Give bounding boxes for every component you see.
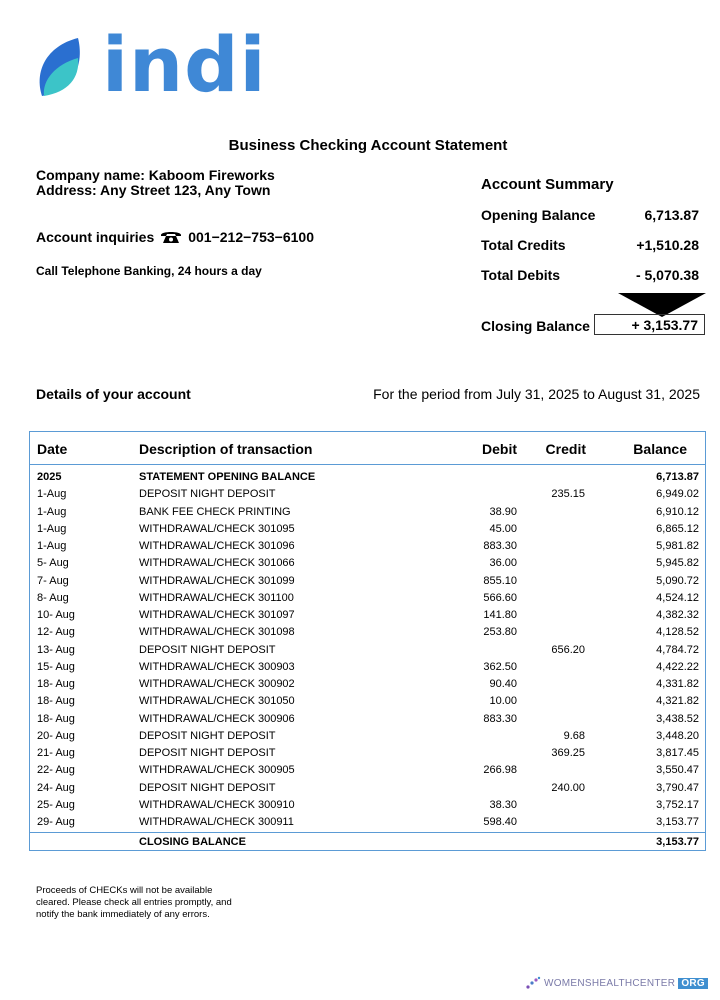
row-description: WITHDRAWAL/CHECK 301095 (139, 522, 295, 535)
row-balance: 4,784.72 (656, 643, 699, 656)
row-credit: 656.20 (551, 643, 585, 656)
brand-name: indi (102, 20, 267, 109)
footer-description: CLOSING BALANCE (139, 836, 246, 848)
column-header-credit: Credit (545, 441, 586, 457)
summary-row (481, 207, 699, 223)
row-description: BANK FEE CHECK PRINTING (139, 505, 291, 518)
row-debit: 253.80 (483, 626, 517, 639)
row-description: WITHDRAWAL/CHECK 300902 (139, 678, 295, 690)
footer-divider (30, 832, 705, 833)
company-address: Address: Any Street 123, Any Town (36, 182, 271, 198)
row-debit: 141.80 (483, 609, 517, 621)
row-debit: 38.90 (489, 505, 517, 518)
row-description: WITHDRAWAL/CHECK 301050 (139, 695, 295, 708)
row-balance: 4,331.82 (656, 678, 699, 690)
table-row (30, 538, 705, 555)
row-balance: 5,090.72 (656, 574, 699, 587)
summary-row (481, 237, 699, 253)
row-date: 18- Aug (37, 678, 75, 690)
table-row (30, 780, 705, 797)
row-description: WITHDRAWAL/CHECK 300910 (139, 798, 295, 811)
row-balance: 3,817.45 (656, 747, 699, 759)
row-balance: 6,949.02 (656, 488, 699, 501)
table-row (30, 762, 705, 779)
summary-row (481, 267, 699, 283)
table-row (30, 797, 705, 814)
phone-number: 001−212−753−6100 (188, 229, 314, 245)
table-row (30, 555, 705, 572)
row-description: DEPOSIT NIGHT DEPOSIT (139, 488, 276, 501)
row-balance: 6,865.12 (656, 522, 699, 535)
table-row (30, 745, 705, 762)
row-description: WITHDRAWAL/CHECK 301096 (139, 540, 295, 552)
footer-balance: 3,153.77 (656, 836, 699, 848)
row-debit: 36.00 (489, 557, 517, 570)
row-balance: 5,981.82 (656, 540, 699, 552)
row-debit: 883.30 (483, 540, 517, 552)
opening-balance-row (30, 469, 705, 486)
row-date: 22- Aug (37, 764, 75, 777)
summary-value: 6,713.87 (644, 207, 699, 223)
telephone-icon (160, 230, 182, 244)
table-row (30, 711, 705, 728)
column-header-date: Date (37, 441, 68, 457)
dots-icon (525, 976, 541, 990)
row-debit: 38.30 (489, 798, 517, 811)
row-balance: 3,448.20 (656, 729, 699, 742)
row-date: 18- Aug (37, 695, 75, 708)
row-description: WITHDRAWAL/CHECK 300911 (139, 816, 294, 828)
row-description: WITHDRAWAL/CHECK 300905 (139, 764, 295, 777)
row-credit: 235.15 (551, 488, 585, 501)
summary-label: Total Debits (481, 267, 561, 283)
transactions-table (29, 431, 706, 851)
row-credit: 369.25 (551, 747, 585, 759)
row-description: DEPOSIT NIGHT DEPOSIT (139, 729, 276, 742)
row-description: DEPOSIT NIGHT DEPOSIT (139, 643, 276, 656)
row-balance: 3,752.17 (656, 798, 699, 811)
row-balance: 3,438.52 (656, 712, 699, 725)
footnote-line: notify the bank immediately of any errors. (36, 909, 210, 920)
row-description: WITHDRAWAL/CHECK 301099 (139, 574, 295, 587)
row-description: DEPOSIT NIGHT DEPOSIT (139, 781, 276, 794)
table-row (30, 693, 705, 710)
footnote (36, 885, 232, 921)
footnote-line: cleared. Please check all entries promptly, and (36, 897, 232, 908)
row-description: WITHDRAWAL/CHECK 300903 (139, 660, 295, 673)
row-date: 8- Aug (37, 591, 69, 604)
table-row (30, 521, 705, 538)
row-balance: 4,128.52 (656, 626, 699, 639)
row-date: 2025 (37, 471, 62, 483)
row-credit: 240.00 (551, 781, 585, 794)
column-header-balance: Balance (633, 441, 687, 457)
watermark-text: WOMENSHEALTHCENTER (543, 977, 676, 989)
watermark-tld: ORG (678, 978, 708, 989)
account-summary-title: Account Summary (481, 176, 614, 193)
table-row (30, 590, 705, 607)
row-date: 21- Aug (37, 747, 75, 759)
document-title: Business Checking Account Statement (228, 137, 508, 154)
row-date: 18- Aug (37, 712, 75, 725)
header-divider (30, 464, 705, 465)
row-balance: 3,550.47 (656, 764, 699, 777)
row-date: 7- Aug (37, 574, 69, 587)
row-date: 1-Aug (37, 522, 67, 535)
row-date: 24- Aug (37, 781, 75, 794)
company-info (36, 168, 275, 198)
row-date: 12- Aug (37, 626, 75, 639)
row-description: STATEMENT OPENING BALANCE (139, 471, 316, 483)
row-date: 15- Aug (37, 660, 75, 673)
row-debit: 266.98 (483, 764, 517, 777)
table-row (30, 486, 705, 503)
statement-period: For the period from July 31, 2025 to August 31, 2025 (373, 386, 700, 402)
row-date: 20- Aug (37, 729, 75, 742)
summary-label: Opening Balance (481, 207, 596, 223)
closing-balance-row (30, 834, 705, 851)
table-row (30, 573, 705, 590)
row-balance: 3,790.47 (656, 781, 699, 794)
row-balance: 4,422.22 (656, 660, 699, 673)
row-description: WITHDRAWAL/CHECK 300906 (139, 712, 295, 725)
watermark (525, 976, 708, 990)
row-date: 1-Aug (37, 505, 67, 518)
row-date: 13- Aug (37, 643, 75, 656)
row-date: 1-Aug (37, 540, 67, 552)
account-inquiries (36, 229, 314, 245)
row-debit: 10.00 (489, 695, 517, 708)
row-debit: 883.30 (483, 712, 517, 725)
summary-value: +1,510.28 (636, 237, 699, 253)
closing-balance-value: + 3,153.77 (594, 314, 705, 335)
row-date: 5- Aug (37, 557, 69, 570)
row-balance: 5,945.82 (656, 557, 699, 570)
row-credit: 9.68 (563, 729, 585, 742)
row-debit: 855.10 (483, 574, 517, 587)
row-debit: 362.50 (483, 660, 517, 673)
inquiries-label: Account inquiries (36, 229, 155, 245)
row-balance: 4,524.12 (656, 591, 699, 604)
table-row (30, 659, 705, 676)
details-label: Details of your account (36, 386, 191, 402)
brand-logo (32, 20, 267, 109)
row-debit: 45.00 (489, 522, 517, 535)
row-description: DEPOSIT NIGHT DEPOSIT (139, 747, 276, 759)
telephone-banking-note: Call Telephone Banking, 24 hours a day (36, 264, 262, 278)
row-debit: 90.40 (489, 678, 517, 690)
company-name: Company name: Kaboom Fireworks (36, 167, 275, 183)
row-description: WITHDRAWAL/CHECK 301097 (139, 609, 295, 621)
summary-value: - 5,070.38 (635, 267, 699, 283)
row-balance: 6,910.12 (656, 505, 699, 518)
table-row (30, 728, 705, 745)
row-balance: 3,153.77 (656, 816, 699, 828)
row-description: WITHDRAWAL/CHECK 301098 (139, 626, 295, 639)
row-balance: 4,321.82 (656, 695, 699, 708)
table-row (30, 504, 705, 521)
footnote-line: Proceeds of CHECKs will not be available (36, 885, 213, 896)
leaf-icon (32, 34, 98, 100)
row-description: WITHDRAWAL/CHECK 301100 (139, 591, 294, 604)
row-debit: 598.40 (483, 816, 517, 828)
row-date: 29- Aug (37, 816, 75, 828)
table-row (30, 814, 705, 831)
row-description: WITHDRAWAL/CHECK 301066 (139, 557, 295, 570)
table-row (30, 624, 705, 641)
summary-label: Total Credits (481, 237, 566, 253)
row-date: 1-Aug (37, 488, 67, 501)
column-header-debit: Debit (482, 441, 517, 457)
row-balance: 6,713.87 (656, 471, 699, 483)
table-row (30, 642, 705, 659)
row-date: 10- Aug (37, 609, 75, 621)
column-header-description: Description of transaction (139, 441, 313, 457)
table-row (30, 607, 705, 624)
row-balance: 4,382.32 (656, 609, 699, 621)
row-debit: 566.60 (483, 591, 517, 604)
closing-balance-label: Closing Balance (481, 318, 590, 334)
row-date: 25- Aug (37, 798, 75, 811)
table-row (30, 676, 705, 693)
